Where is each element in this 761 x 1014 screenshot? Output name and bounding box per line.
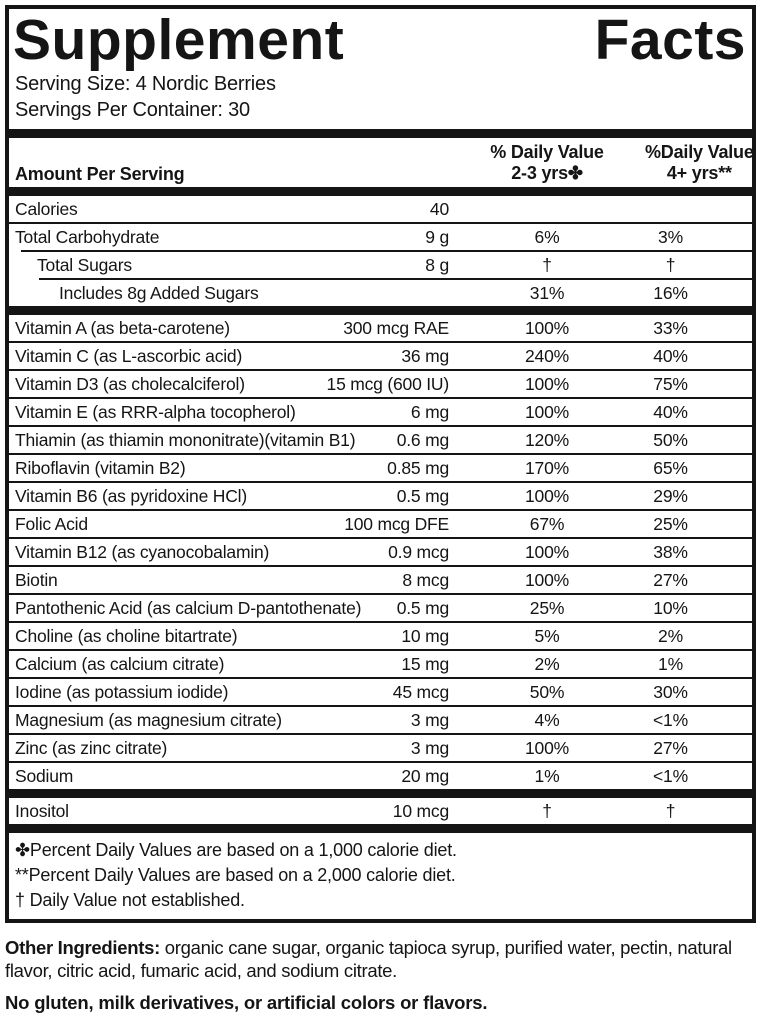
daily-value-2-3yrs: 2% [534, 654, 560, 674]
daily-value-4plus: 27% [653, 738, 688, 758]
daily-value-4plus: 1% [658, 654, 683, 674]
nutrient-amount: 0.9 mcg [388, 542, 449, 562]
nutrient-name: Vitamin C (as L-ascorbic acid) [15, 346, 243, 366]
daily-value-4plus-header-line2: 4+ yrs** [666, 163, 732, 183]
nutrient-name: Choline (as choline bitartrate) [15, 626, 238, 646]
daily-value-2-3yrs: 100% [525, 402, 569, 422]
nutrient-amount: 15 mcg (600 IU) [326, 374, 449, 394]
nutrient-row [9, 343, 752, 369]
daily-value-4plus: 27% [653, 570, 688, 590]
nutrient-row [9, 483, 752, 509]
nutrient-name: Vitamin E (as RRR-alpha tocopherol) [15, 402, 296, 422]
nutrient-row [9, 371, 752, 397]
nutrient-row [9, 595, 752, 621]
daily-value-4plus-header [645, 142, 761, 184]
nutrient-name: Thiamin (as thiamin mononitrate)(vitamin B1) [15, 430, 356, 450]
other-ingredients-text: organic cane sugar, organic tapioca syrup, purified water, pectin, natural flavor, citric acid, fumaric acid, and sodium citrate. [5, 937, 732, 981]
nutrient-row [9, 224, 752, 250]
nutrient-amount: 8 g [425, 255, 449, 275]
amount-per-serving-header: Amount Per Serving [15, 164, 185, 184]
nutrient-amount: 8 mcg [402, 570, 449, 590]
nutrient-amount: 0.85 mg [387, 458, 449, 478]
nutrient-name: Includes 8g Added Sugars [59, 283, 259, 303]
daily-value-2-3yrs: 1% [534, 766, 560, 786]
nutrient-row [9, 399, 752, 425]
nutrient-row [9, 763, 752, 789]
daily-value-4plus: 40% [653, 402, 688, 422]
footnote: **Percent Daily Values are based on a 2,000 calorie diet. [15, 865, 456, 885]
nutrient-row [9, 196, 752, 222]
daily-value-2-3yrs: † [542, 801, 552, 821]
nutrient-name: Sodium [15, 766, 74, 786]
nutrient-name: Calcium (as calcium citrate) [15, 654, 225, 674]
nutrient-name: Pantothenic Acid (as calcium D-pantothenate) [15, 598, 362, 618]
nutrient-row [9, 707, 752, 733]
daily-value-2-3yrs: 25% [529, 598, 565, 618]
nutrient-amount: 0.6 mg [396, 430, 449, 450]
nutrient-row [9, 427, 752, 453]
daily-value-2-3yrs: 100% [525, 486, 569, 506]
daily-value-4plus: <1% [653, 766, 688, 786]
nutrient-amount: 6 mg [410, 402, 449, 422]
nutrient-name: Total Sugars [37, 255, 132, 275]
nutrient-amount: 300 mcg RAE [343, 318, 449, 338]
daily-value-2-3yrs: 100% [525, 570, 569, 590]
nutrient-name: Iodine (as potassium iodide) [15, 682, 229, 702]
nutrient-row [9, 798, 752, 824]
nutrient-amount: 9 g [425, 227, 449, 247]
table-header-row [9, 138, 752, 187]
footnote: † Daily Value not established. [15, 890, 245, 910]
panel-title [9, 8, 752, 72]
daily-value-4plus: † [665, 255, 676, 275]
daily-value-2-3yrs: 120% [525, 430, 569, 450]
nutrient-row [9, 455, 752, 481]
nutrient-amount: 3 mg [410, 738, 449, 758]
nutrient-row [9, 567, 752, 593]
nutrient-rows [9, 196, 752, 824]
nutrient-name: Folic Acid [15, 514, 88, 534]
nutrient-name: Total Carbohydrate [15, 227, 160, 247]
nutrient-name: Zinc (as zinc citrate) [15, 738, 168, 758]
nutrient-name: Magnesium (as magnesium citrate) [15, 710, 282, 730]
daily-value-4plus: 30% [653, 682, 688, 702]
nutrient-name: Biotin [15, 570, 58, 590]
nutrient-amount: 10 mg [401, 626, 449, 646]
nutrient-amount: 15 mg [401, 654, 449, 674]
nutrient-row [9, 315, 752, 341]
daily-value-2-3yrs: 67% [529, 514, 565, 534]
daily-value-2-3yrs: 31% [529, 283, 565, 303]
daily-value-4plus: <1% [653, 710, 688, 730]
daily-value-4plus: 16% [653, 283, 688, 303]
nutrient-amount: 20 mg [401, 766, 449, 786]
nutrient-name: Vitamin A (as beta-carotene) [15, 318, 230, 338]
daily-value-4plus: 29% [653, 486, 688, 506]
other-ingredients [5, 936, 756, 982]
nutrient-name: Vitamin D3 (as cholecalciferol) [15, 374, 245, 394]
divider-thick-top [9, 129, 752, 138]
daily-value-2-3yrs: 50% [529, 682, 565, 702]
divider-thick-bottom [9, 824, 752, 833]
other-ingredients-label: Other Ingredients: [5, 937, 160, 958]
nutrient-row [9, 252, 752, 278]
daily-value-4plus-header-line1: %Daily Value [645, 142, 754, 162]
nutrient-row [9, 679, 752, 705]
nutrient-name: Inositol [15, 801, 69, 821]
supplement-facts-panel [5, 5, 756, 923]
divider-thick-header [9, 187, 752, 196]
daily-value-2-3yrs: † [542, 255, 552, 275]
daily-value-2-3yrs: 5% [534, 626, 560, 646]
daily-value-2-3yrs-header [449, 142, 645, 184]
nutrient-amount: 10 mcg [392, 801, 449, 821]
footnotes [9, 833, 752, 917]
footnote: ✤Percent Daily Values are based on a 1,000 calorie diet. [15, 840, 457, 860]
daily-value-2-3yrs: 100% [525, 318, 569, 338]
nutrient-name: Calories [15, 199, 78, 219]
daily-value-4plus: 10% [653, 598, 688, 618]
daily-value-2-3yrs: 100% [525, 542, 569, 562]
daily-value-2-3yrs: 170% [525, 458, 569, 478]
title-word-supplement: Supplement [13, 8, 345, 72]
daily-value-2-3yrs: 100% [525, 374, 569, 394]
divider-thick [9, 789, 752, 798]
daily-value-4plus: † [665, 801, 676, 821]
daily-value-4plus: 2% [658, 626, 683, 646]
nutrient-name: Vitamin B6 (as pyridoxine HCl) [15, 486, 247, 506]
nutrient-amount: 45 mcg [392, 682, 449, 702]
nutrient-row [9, 539, 752, 565]
serving-info [9, 69, 752, 129]
nutrient-amount: 100 mcg DFE [344, 514, 449, 534]
daily-value-2-3yrs: 6% [534, 227, 560, 247]
nutrient-name: Vitamin B12 (as cyanocobalamin) [15, 542, 270, 562]
nutrient-row [9, 511, 752, 537]
nutrient-row [9, 623, 752, 649]
daily-value-4plus: 25% [653, 514, 688, 534]
daily-value-4plus: 65% [653, 458, 688, 478]
daily-value-2-3yrs: 100% [525, 738, 569, 758]
divider-thick [9, 306, 752, 315]
title-word-facts: Facts [594, 8, 746, 72]
nutrient-row [9, 735, 752, 761]
allergen-statement: No gluten, milk derivatives, or artificial colors or flavors. [5, 992, 488, 1013]
nutrient-row [9, 651, 752, 677]
daily-value-2-3yrs: 4% [534, 710, 560, 730]
nutrient-amount: 0.5 mg [396, 598, 449, 618]
servings-per-container-text: Servings Per Container: 30 [15, 99, 250, 121]
daily-value-2-3yrs-header-line2: 2-3 yrs✤ [511, 163, 583, 183]
daily-value-2-3yrs-header-line1: % Daily Value [490, 142, 604, 162]
nutrient-amount: 3 mg [410, 710, 449, 730]
daily-value-4plus: 50% [653, 430, 688, 450]
daily-value-4plus: 33% [653, 318, 688, 338]
daily-value-4plus: 38% [653, 542, 688, 562]
nutrient-amount: 36 mg [401, 346, 449, 366]
nutrient-amount: 0.5 mg [396, 486, 449, 506]
daily-value-4plus: 3% [658, 227, 683, 247]
daily-value-4plus: 40% [653, 346, 688, 366]
daily-value-2-3yrs: 240% [525, 346, 569, 366]
serving-size-text: Serving Size: 4 Nordic Berries [15, 73, 276, 95]
nutrient-row [9, 280, 752, 306]
daily-value-4plus: 75% [653, 374, 688, 394]
nutrient-name: Riboflavin (vitamin B2) [15, 458, 186, 478]
nutrient-amount: 40 [429, 199, 449, 219]
